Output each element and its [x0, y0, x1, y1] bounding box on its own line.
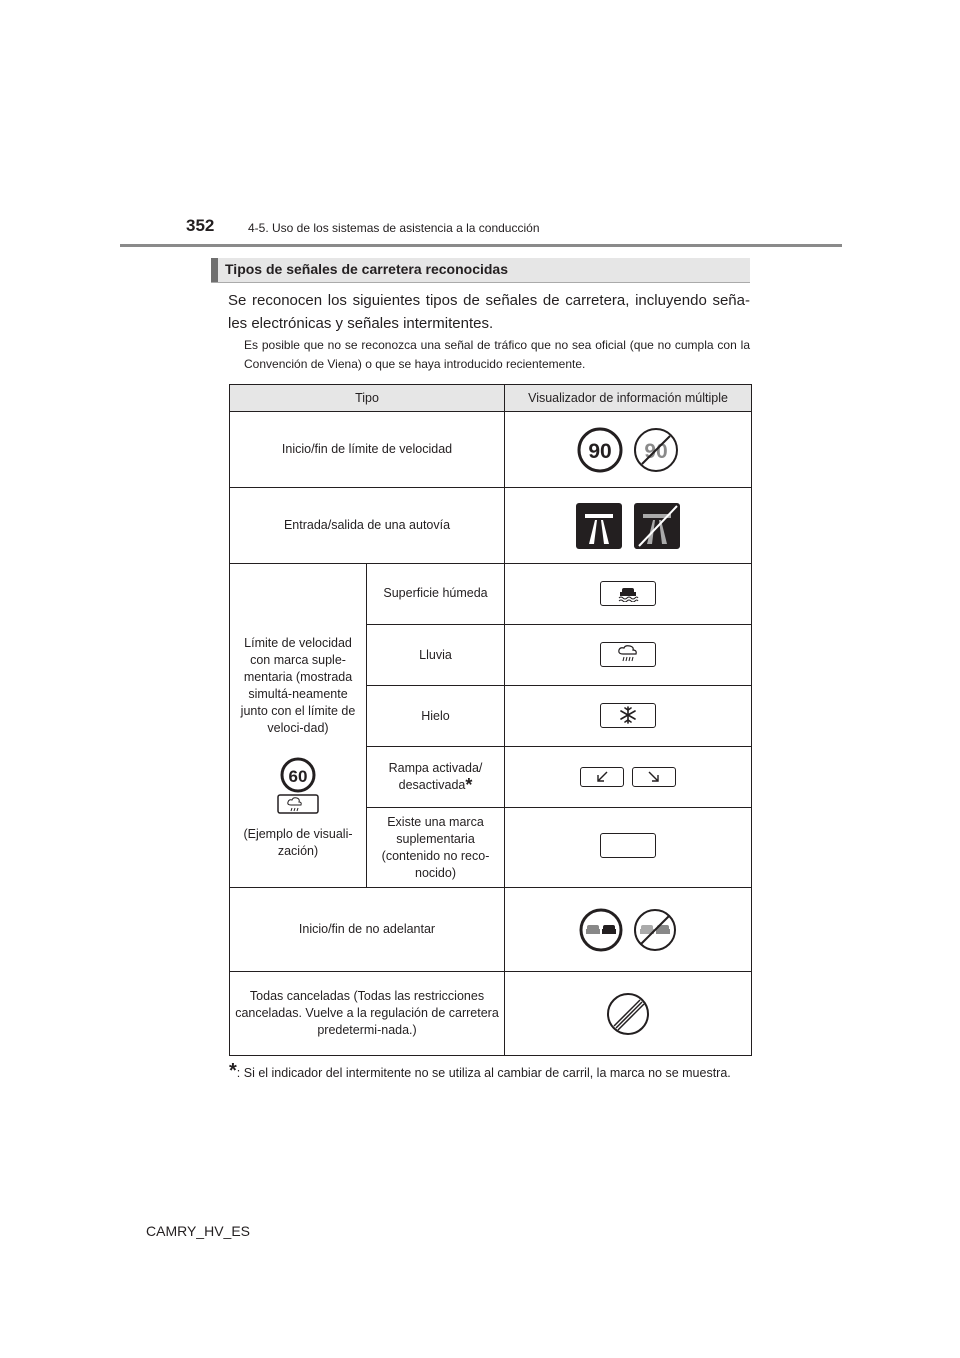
row-label-no-overtake: Inicio/fin de no adelantar — [230, 888, 505, 972]
wet-mark-cell — [505, 564, 752, 625]
supp-example: (Ejemplo de visuali-zación) — [243, 827, 353, 858]
example-speed-value: 60 — [288, 767, 308, 786]
header-display: Visualizador de información múltiple — [505, 385, 752, 412]
no-overtake-signs — [505, 888, 752, 972]
footer-model-code: CAMRY_HV_ES — [146, 1223, 251, 1239]
motorway-exit-icon — [633, 502, 681, 550]
row-label-ice: Hielo — [367, 686, 505, 747]
speed-limit-icon — [577, 427, 623, 473]
table-row — [230, 972, 752, 1056]
blank-mark-icon — [600, 833, 656, 858]
sign-types-table — [229, 384, 752, 1056]
table-row — [230, 888, 752, 972]
ice-mark-cell — [505, 686, 752, 747]
row-label-speed: Inicio/fin de límite de velocidad — [230, 412, 505, 488]
page-number: 352 — [186, 216, 215, 235]
speed-signs — [505, 412, 752, 488]
unknown-mark-cell — [505, 808, 752, 888]
motorway-entry-icon — [575, 502, 623, 550]
table-row — [230, 488, 752, 564]
section-heading — [211, 258, 750, 283]
rain-icon — [600, 642, 656, 667]
ramp-label: Rampa activada/ desactivada — [388, 761, 483, 792]
ramp-footnote-marker: * — [465, 775, 473, 795]
footnote-text: : Si el indicador del intermitente no se utiliza al cambiar de carril, la marca no se muestra. — [236, 1066, 731, 1080]
header-type: Tipo — [230, 385, 505, 412]
section-accent — [211, 258, 218, 282]
all-cancel-signs — [505, 972, 752, 1056]
snowflake-icon — [600, 703, 656, 728]
table-row — [230, 412, 752, 488]
rain-mark-cell — [505, 625, 752, 686]
ramp-right-arrow-icon — [632, 767, 676, 787]
table-row — [230, 564, 752, 625]
no-overtaking-end-icon — [633, 908, 677, 952]
supp-title: Límite de velocidad con marca suple-mentaria (mostrada simultá-neamente junto con el límite de veloci-dad) — [240, 636, 356, 735]
table-header-row — [230, 385, 752, 412]
speed-limit-example-icon — [275, 757, 321, 815]
row-label-all-cancel: Todas canceladas (Todas las restricciones canceladas. Vuelve a la regulación de carretera predetermi-nada.) — [230, 972, 505, 1056]
section-title: Tipos de señales de carretera reconocidas — [225, 261, 508, 277]
row-label-unknown: Existe una marca suplementaria (contenido no reco-nocido) — [367, 808, 505, 888]
row-label-ramp — [367, 747, 505, 808]
intro-paragraph: Se reconocen los siguientes tipos de señales de carretera, incluyendo seña-les electrónicas y señales intermitentes. — [228, 292, 750, 332]
note-paragraph: Es posible que no se reconozca una señal de tráfico que no sea oficial (que no cumpla con la Convención de Viena) o que se haya introducido recientemente. — [244, 338, 750, 371]
speed-limit-end-icon — [633, 427, 679, 473]
end-all-restrictions-icon — [606, 992, 650, 1036]
speed-limit-end-value: 90 — [644, 439, 668, 463]
example-sign — [273, 757, 323, 820]
wet-surface-icon — [600, 581, 656, 606]
header-divider — [120, 244, 842, 247]
row-label-wet: Superficie húmeda — [367, 564, 505, 625]
ramp-mark-cell — [505, 747, 752, 808]
speed-limit-value: 90 — [588, 439, 612, 463]
footnote-marker: * — [229, 1060, 237, 1082]
footnote — [229, 1062, 750, 1083]
supplementary-mark-cell — [230, 564, 367, 888]
chapter-title: 4-5. Uso de los sistemas de asistencia a la conducción — [248, 221, 540, 235]
row-label-motorway: Entrada/salida de una autovía — [230, 488, 505, 564]
motorway-signs — [505, 488, 752, 564]
row-label-rain: Lluvia — [367, 625, 505, 686]
ramp-left-arrow-icon — [580, 767, 624, 787]
no-overtaking-icon — [579, 908, 623, 952]
